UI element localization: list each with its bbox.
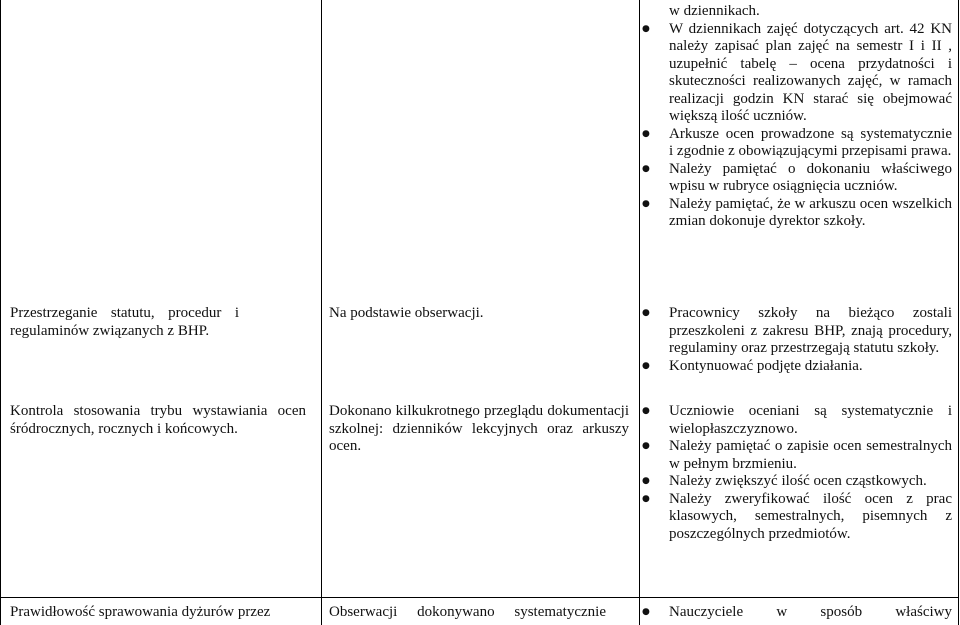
conclusions-cell-oceny bbox=[638, 403, 952, 543]
list-item-text: ● Arkusze ocen prowadzone są systematycznie bbox=[669, 125, 952, 142]
method-cell-dyzury bbox=[329, 604, 606, 622]
list-item bbox=[638, 126, 952, 161]
method-cell-bhp: Na podstawie obserwacji. bbox=[329, 305, 484, 321]
list-item: ● W dziennikach zajęć dotyczących art. 42 KN należy zapisać plan zajęć na semestr I i II , uzupełnić tabelę – ocena przydatności i skuteczności realizowanych zajęć, w ramach realizacji godzin KN starać się obejmować większą ilość uczniów. bbox=[638, 21, 952, 126]
conclusions-list-bhp bbox=[638, 305, 952, 375]
conclusions-list-oceny bbox=[638, 403, 952, 543]
list-item: ● Należy pamiętać o dokonaniu właściwego wpisu w rubryce osiągnięcia uczniów. bbox=[638, 161, 952, 196]
list-item: ● Kontynuować podjęte działania. bbox=[638, 358, 952, 376]
list-item: ● Należy pamiętać, że w arkuszu ocen wszelkich zmian dokonuje dyrektor szkoły. bbox=[638, 196, 952, 231]
conclusions-cell-dyzury bbox=[638, 604, 952, 622]
area-cell-dyzury: Prawidłowość sprawowania dyżurów przez bbox=[10, 604, 271, 620]
column-divider-1 bbox=[321, 0, 322, 625]
table-border-left bbox=[0, 0, 1, 625]
area-cell-oceny: Kontrola stosowania trybu wystawiania ocen śródrocznych, rocznych i końcowych. bbox=[10, 403, 306, 437]
conclusions-cell-bhp bbox=[638, 305, 952, 375]
method-text: Obserwacji dokonywano systematycznie bbox=[329, 604, 606, 620]
list-item: ● Należy zwiększyć ilość ocen cząstkowych. bbox=[638, 473, 952, 491]
list-item-text: ● Nauczyciele w sposób właściwy bbox=[669, 604, 952, 620]
row-divider bbox=[0, 597, 959, 598]
conclusions-top bbox=[638, 3, 952, 231]
method-cell-oceny: Dokonano kilkukrotnego przeglądu dokumentacji szkolnej: dzienników lekcyjnych oraz arkuszy ocen. bbox=[329, 403, 629, 454]
conclusions-list-dyzury bbox=[638, 604, 952, 622]
list-item: ● Należy zweryfikować ilość ocen z prac klasowych, semestralnych, pisemnych z poszczególnych przedmiotów. bbox=[638, 491, 952, 544]
list-item: ● Należy pamiętać o zapisie ocen semestralnych w pełnym brzmieniu. bbox=[638, 438, 952, 473]
list-item bbox=[638, 604, 952, 622]
table-border-right bbox=[958, 0, 959, 625]
area-cell-bhp: Przestrzeganie statutu, procedur i regulaminów związanych z BHP. bbox=[10, 305, 239, 339]
list-item-continuation: i zgodnie z obowiązującymi przepisami prawa. bbox=[669, 143, 952, 159]
lead-in-text: w dziennikach. bbox=[669, 3, 760, 19]
list-item: ● Pracownicy szkoły na bieżąco zostali przeszkoleni z zakresu BHP, znają procedury, regulaminy oraz przestrzegają statutu szkoły. bbox=[638, 305, 952, 358]
list-item: ● Uczniowie oceniani są systematycznie i wielopłaszczyznowo. bbox=[638, 403, 952, 438]
conclusions-list-top bbox=[638, 21, 952, 231]
